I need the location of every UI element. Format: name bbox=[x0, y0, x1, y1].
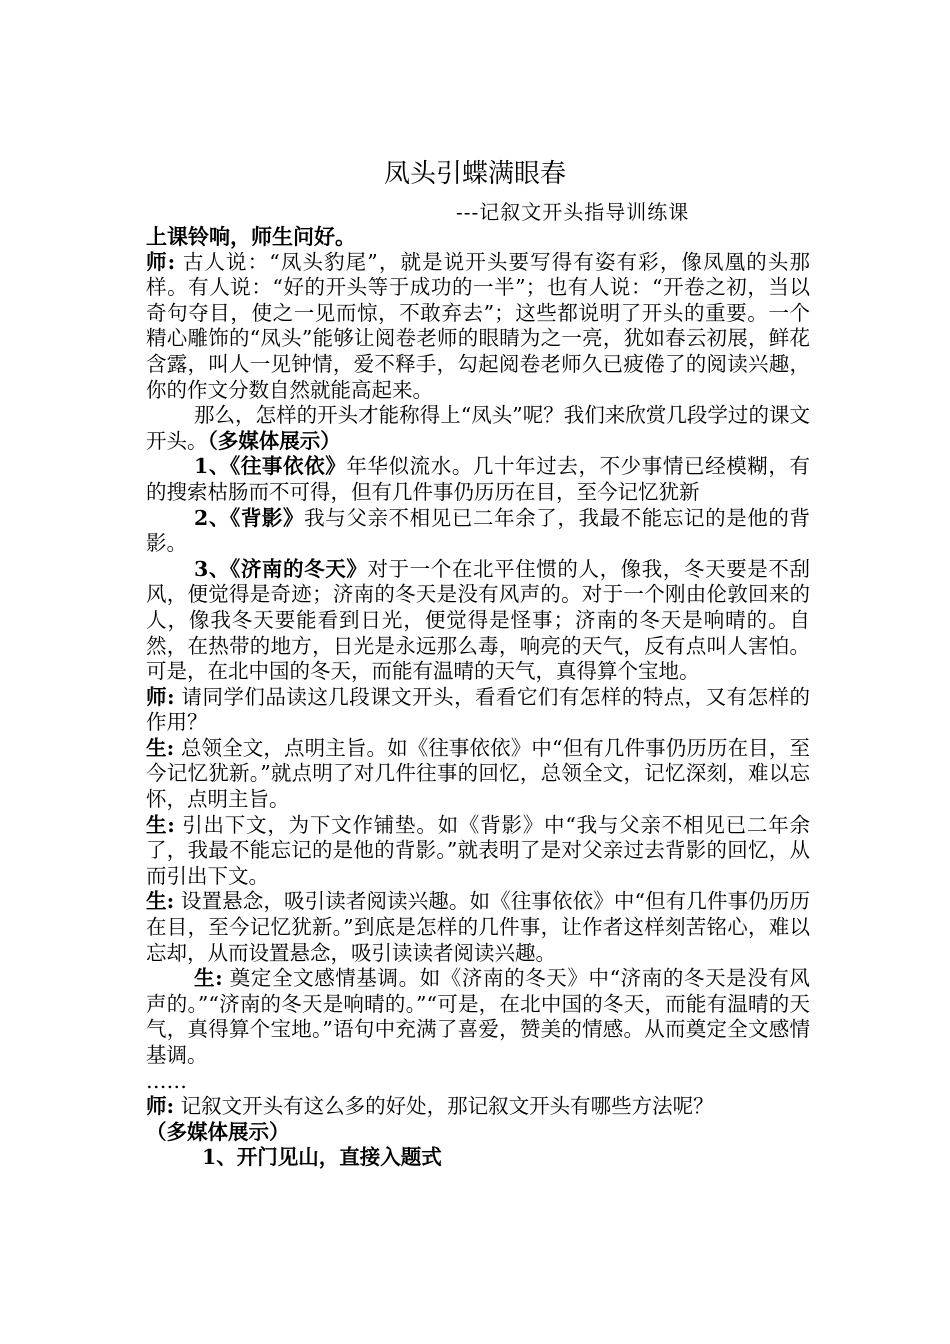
paragraph-text: 引出下文，为下文作铺垫。如《背影》中“我与父亲不相见已二年余了，我最不能忘记的是他的背影。”就表明了是对父亲过去背影的回忆，从而引出下文。 bbox=[146, 812, 810, 888]
teacher-intro-paragraph bbox=[146, 250, 810, 404]
opening-line: 上课铃响，师生问好。 bbox=[146, 224, 356, 249]
method-1: 1、开门见山，直接入题式 bbox=[202, 1145, 442, 1170]
paragraph-text: 请同学们品读这几段课文开头，看看它们有怎样的特点，又有怎样的作用？ bbox=[146, 684, 811, 735]
example-3 bbox=[146, 557, 810, 685]
paragraph-text: 古人说：“凤头豹尾”，就是说开头要写得有姿有彩，像凤凰的头那样。有人说：“好的开头等于成功的一半”；也有人说：“开卷之初，当以奇句夺目，使之一见而惊，不敢弃去”；这些都说明了开头的重要。一个精心雕饰的“凤头”能够让阅卷老师的眼睛为之一亮，犹如春云初展，鲜花含露，叫人一见钟情，爱不释手，勾起阅卷老师久已疲倦了的阅读兴趣，你的作文分数自然就能高起来。 bbox=[146, 249, 810, 402]
speaker-label: 生: bbox=[146, 812, 175, 837]
speaker-label: 生: bbox=[146, 889, 175, 914]
example-1 bbox=[146, 454, 810, 505]
example-title: 3、《济南的冬天》 bbox=[194, 556, 368, 581]
example-title: 2、《背影》 bbox=[194, 505, 305, 530]
student-answer-3 bbox=[146, 889, 810, 966]
page-subtitle: ---记叙文开头指导训练课 bbox=[456, 200, 690, 224]
media-note: （多媒体展示） bbox=[207, 428, 341, 453]
document-body bbox=[146, 224, 810, 1171]
paragraph-text: 总领全文，点明主旨。如《往事依依》中“但有几件事仍历历在目，至今记忆犹新。”就点明了对几件往事的回忆，总领全文，记忆深刻，难以忘怀，点明主旨。 bbox=[146, 735, 810, 812]
example-title: 1、《往事依依》 bbox=[194, 454, 347, 479]
paragraph-text: 那么，怎样的开头才能称得上“凤头”呢？我们来欣赏几段学过的课文开头。 bbox=[146, 403, 810, 453]
teacher-question bbox=[146, 685, 810, 736]
transition-paragraph bbox=[146, 403, 810, 454]
speaker-label: 师: bbox=[146, 684, 175, 709]
paragraph-text: 记叙文开头有这么多的好处，那记叙文开头有哪些方法呢？ bbox=[174, 1094, 714, 1119]
teacher-question-2 bbox=[146, 1094, 810, 1120]
paragraph-text: 奠定全文感情基调。如《济南的冬天》中“济南的冬天是没有风声的。”“济南的冬天是响晴的。”“可是，在北中国的冬天，而能有温晴的天气，真得算个宝地。”语句中充满了喜爱，赞美的情感。从而奠定全文感情基调。 bbox=[146, 966, 810, 1067]
speaker-label: 师: bbox=[146, 1094, 175, 1119]
ellipsis: …… bbox=[146, 1068, 187, 1093]
student-answer-4 bbox=[146, 966, 810, 1068]
paragraph-text: 设置悬念，吸引读者阅读兴趣。如《往事依依》中“但有几件事仍历历在目，至今记忆犹新。”到底是怎样的几件事，让作者这样刻苦铭心，难以忘却，从而设置悬念，吸引读读者阅读兴趣。 bbox=[146, 889, 810, 965]
student-answer-2 bbox=[146, 813, 810, 890]
example-2 bbox=[146, 506, 810, 557]
example-text: 年华似流水。几十年过去，不少事情已经模糊，有的搜索枯肠而不可得，但有几件事仍历历在目，至今记忆犹新 bbox=[146, 454, 811, 504]
speaker-label: 生: bbox=[146, 735, 175, 760]
media-note: （多媒体展示） bbox=[146, 1119, 290, 1144]
example-text: 对于一个在北平住惯的人，像我，冬天要是不刮风，便觉得是奇迹；济南的冬天是没有风声的。对于一个刚由伦敦回来的人，像我冬天要能看到日光，便觉得是怪事；济南的冬天是响晴的。自然，在热带的地方，日光是永远那么毒，响亮的天气，反有点叫人害怕。可是，在北中国的冬天，而能有温晴的天气，真得算个宝地。 bbox=[146, 556, 811, 684]
student-answer-1 bbox=[146, 736, 810, 813]
page-title: 凤头引蝶满眼春 bbox=[383, 159, 566, 189]
example-text: 我与父亲不相见已二年余了，我最不能忘记的是他的背影。 bbox=[146, 505, 811, 556]
speaker-label: 生: bbox=[194, 966, 223, 991]
speaker-label: 师: bbox=[146, 249, 176, 274]
